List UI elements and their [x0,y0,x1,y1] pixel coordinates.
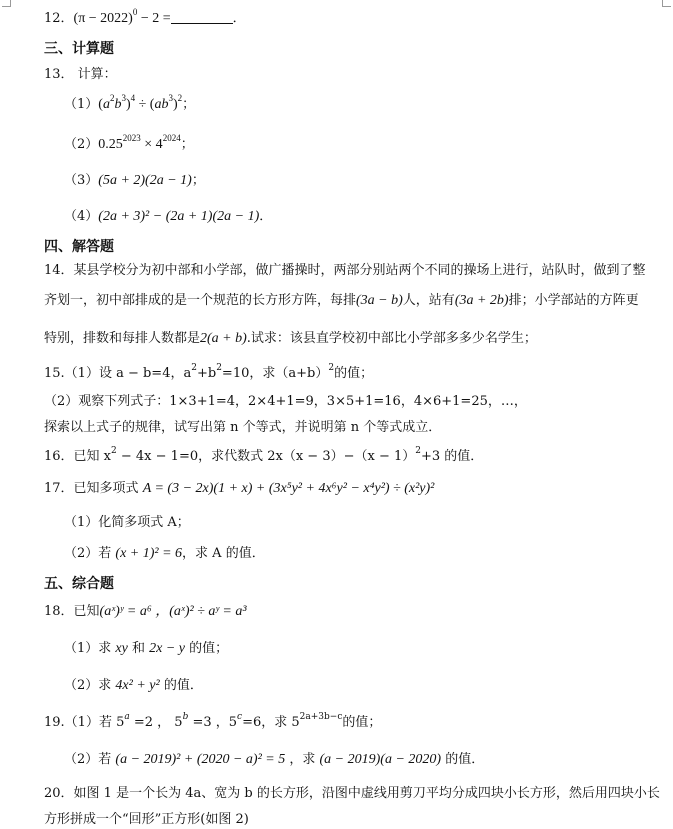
question-13-title: 13． 计算： [44,67,117,82]
question-15-line-2: （2）观察下列式子：1×3+1=4，2×4+1=9，3×5+1=16，4×6+1=25，…， [44,394,527,409]
question-20-line-1: 20．如图 1 是一个长为 4a、宽为 b 的长方形，沿图中虚线用剪刀平均分成四块小长方形，然后用四块小长 [44,786,660,801]
question-14-line-2: 齐划一，初中部排成的是一个规范的长方形方阵，每排(3a − b)人，站有(3a + 2b)排；小学部站的方阵更 [44,293,639,308]
corner-mark-left [2,0,11,7]
corner-mark-right [662,0,671,7]
question-14-line-1: 14．某县学校分为初中部和小学部，做广播操时，两部分别站两个不同的操场上进行，站队时，做到了整 [44,263,646,278]
question-13-part-3: （3）(5a + 2)(2a − 1)； [64,173,205,188]
question-20-line-2: 方形拼成一个“回形”正方形(如图 2) [44,812,249,827]
question-18-title: 18．已知(aˣ)ʸ = a⁶ ，(aˣ)² ÷ aʸ = a³ [44,604,247,619]
question-13-part-2: $(2)0.25^{2023} \times 4^{2024}$； [64,133,194,152]
question-18-part-1: （1）求 xy 和 2x − y 的值； [64,641,229,656]
section-4-heading: 四、解答题 [44,239,114,255]
question-14-line-3: 特别，排数和每排人数都是2(a + b).试求：该县直学校初中部比小学部多多少名学生； [44,331,537,346]
formula: $(a^2b^3)^4 \div (ab^3)^2$ [98,93,183,112]
question-18-part-2: （2）求 4x² + y² 的值． [64,678,203,693]
question-19-part-2: （2）若 (a − 2019)² + (2020 − a)² = 5 ，求 (a − 2019)(a − 2020) 的值． [64,752,485,767]
question-19-part-1: 19.（1）若 $5^a =2$ ， $5^b =3$ ，$5^c=6$，求 $5^{2a+3b-c}$的值； [44,712,382,730]
section-5-heading: 五、综合题 [44,576,114,592]
question-16: 16．已知 $x^2 - 4x - 1=0$，求代数式 $2x(x - 3)-(x - 1)^2+3$ 的值． [44,446,484,464]
question-15-line-3: 探索以上式子的规律，试写出第 n 个等式，并说明第 n 个等式成立． [44,420,442,435]
question-13-part-1: $(1)(a^2b^3)^4 \div (ab^3)^2$； [64,93,196,112]
question-17-part-1: （1）化简多项式 A； [64,515,190,530]
question-12: 12．$(\pi - 2022)^0 - 2$ = ． [44,7,246,26]
question-13-part-4: （4）(2a + 3)² − (2a + 1)(2a − 1)． [64,209,273,224]
question-17-title: 17．已知多项式 A = (3 − 2x)(1 + x) + (3x⁵y² + 4x⁶y² − x⁴y²) ÷ (x²y)² [44,481,435,496]
question-17-part-2: （2）若 (x + 1)² = 6，求 A 的值． [64,546,265,561]
answer-blank[interactable] [171,11,233,24]
question-15-line-1: 15.（1）设 a − b=4，$a^2+b^2=10$，求$(a+b)^2$的值； [44,363,374,381]
section-3-heading: 三、计算题 [44,41,114,57]
